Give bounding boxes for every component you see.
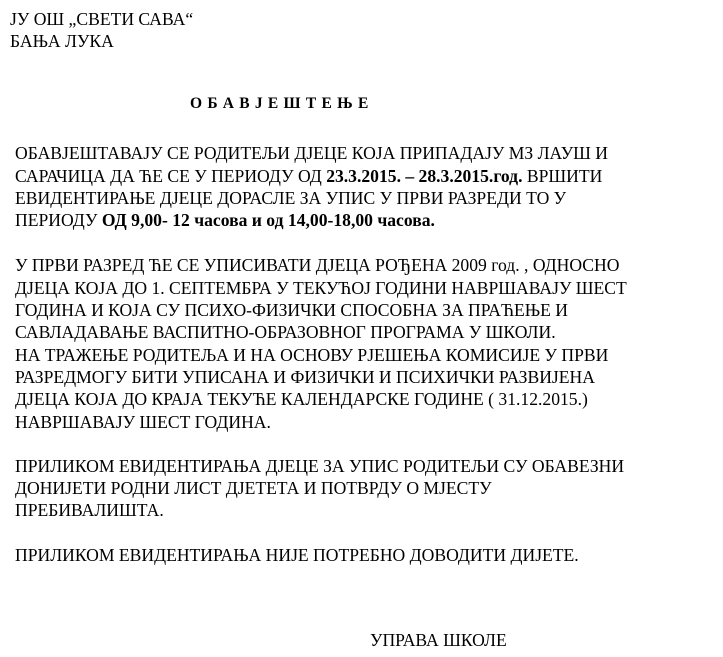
registration-hours: ОД 9,00- 12 часова и од 14,00-18,00 часова.	[101, 210, 435, 230]
document-title: ОБАВЈЕШТЕЊЕ	[190, 95, 374, 112]
paragraph-line: ПРИЛИКОМ ЕВИДЕНТИРАЊА ДЈЕЦЕ ЗА УПИС РОДИТЕЉИ СУ ОБАВЕЗНИ	[15, 456, 625, 476]
paragraph-line: НАВРШАВАЈУ ШЕСТ ГОДИНА.	[15, 412, 271, 432]
paragraph-line: ЕВИДЕНТИРАЊЕ ДЈЕЦЕ ДОРАСЛЕ ЗА УПИС У ПРВИ РАЗРЕДИ ТО У	[15, 188, 567, 208]
paragraph-line: ДЈЕЦА КОЈА ДО 1. СЕПТЕМБРА У ТЕКУЋОЈ ГОДИНИ НАВРШАВАЈУ ШЕСТ	[15, 278, 627, 298]
paragraph-line: ГОДИНА И КОЈА СУ ПСИХО-ФИЗИЧКИ СПОСОБНА ЗА ПРАЋЕЊЕ И	[15, 300, 568, 320]
paragraph-line: САВЛАДАВАЊЕ ВАСПИТНО-ОБРАЗОВНОГ ПРОГРАМА У ШКОЛИ.	[15, 322, 556, 342]
paragraph-line: ДЈЕЦА КОЈА ДО КРАЈА ТЕКУЋЕ КАЛЕНДАРСКЕ ГОДИНЕ ( 31.12.2015.)	[15, 389, 588, 409]
text-segment: САРАЧИЦА ДА ЋЕ СЕ У ПЕРИОДУ ОД	[15, 166, 327, 186]
paragraph-line: НА ТРАЖЕЊЕ РОДИТЕЉА И НА ОСНОВУ РЈЕШЕЊА КОМИСИЈЕ У ПРВИ	[15, 345, 609, 365]
school-name: ЈУ ОШ „СВЕТИ САВА“	[10, 9, 194, 29]
school-city: БАЊА ЛУКА	[10, 31, 114, 51]
text-segment: ПЕРИОДУ	[15, 210, 102, 230]
signature: УПРАВА ШКОЛЕ	[370, 630, 507, 650]
paragraph-line: ОБАВЈЕШТАВАЈУ СЕ РОДИТЕЉИ ДЈЕЦЕ КОЈА ПРИПАДАЈУ МЗ ЛАУШ И	[15, 143, 608, 163]
paragraph-line	[15, 210, 435, 230]
paragraph-line: ПРЕБИВАЛИШТА.	[15, 500, 164, 520]
paragraph-line	[15, 166, 602, 186]
registration-dates: 23.3.2015. – 28.3.2015.год.	[326, 166, 523, 186]
text-segment: ВРШИТИ	[522, 166, 603, 186]
paragraph-line: У ПРВИ РАЗРЕД ЋЕ СЕ УПИСИВАТИ ДЈЕЦА РОЂЕНА 2009 год. , ОДНОСНО	[15, 255, 620, 275]
paragraph-line: РАЗРЕДМОГУ БИТИ УПИСАНА И ФИЗИЧКИ И ПСИХИЧКИ РАЗВИЈЕНА	[15, 367, 595, 387]
paragraph-line: ПРИЛИКОМ ЕВИДЕНТИРАЊА НИЈЕ ПОТРЕБНО ДОВОДИТИ ДИЈЕТЕ.	[15, 545, 579, 565]
paragraph-line: ДОНИЈЕТИ РОДНИ ЛИСТ ДЈЕТЕТА И ПОТВРДУ О МЈЕСТУ	[15, 478, 492, 498]
